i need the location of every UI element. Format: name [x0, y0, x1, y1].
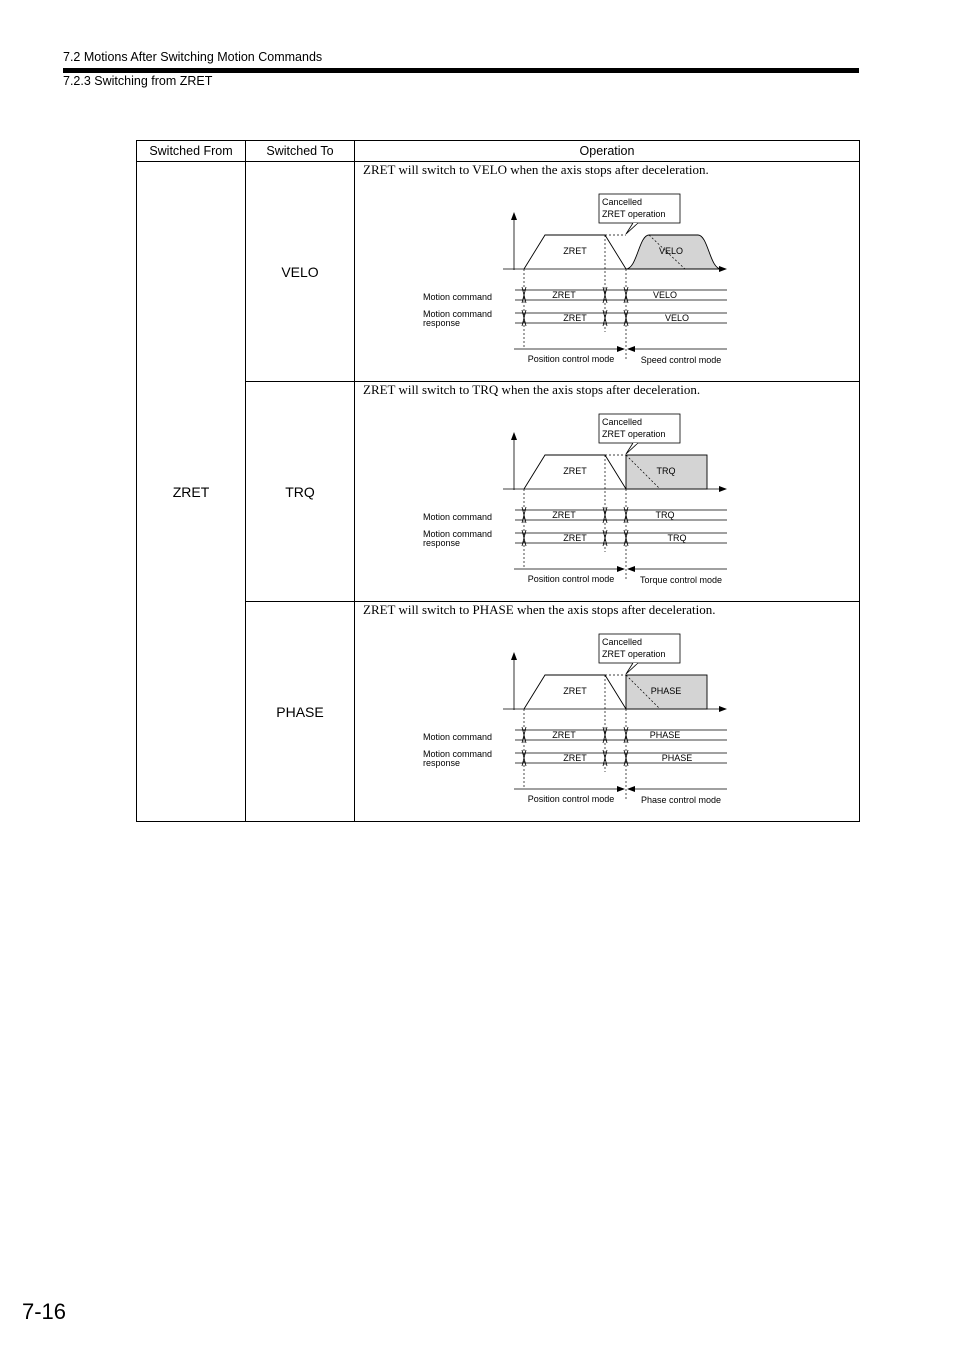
callout-line-2: ZRET operation [602, 429, 666, 439]
profile-label-from: ZRET [563, 686, 587, 696]
operation-cell [355, 602, 860, 822]
timing-diagram [355, 602, 858, 821]
arrow-right-icon [617, 566, 625, 572]
response-label-line-1: Motion command [423, 529, 493, 539]
mode-from-label: Position control mode [527, 794, 615, 804]
profile-label-to: PHASE [650, 686, 682, 696]
col-header-operation: Operation [355, 141, 860, 162]
operation-description: ZRET will switch to VELO when the axis stops after deceleration. [363, 162, 709, 177]
timing-diagram [355, 382, 858, 601]
transition-marker [624, 530, 628, 546]
header-rule [63, 68, 859, 73]
transition-marker [624, 750, 628, 766]
timing-diagram [355, 162, 858, 381]
response-label-line-2: response [423, 318, 461, 328]
signal-rows [423, 287, 727, 328]
signal-value-from: ZRET [552, 510, 576, 520]
table-row [137, 162, 860, 382]
section-heading: 7.2 Motions After Switching Motion Commands [63, 50, 323, 64]
response-label-line-2: response [423, 758, 461, 768]
col-header-switched-to: Switched To [246, 141, 355, 162]
y-axis-arrow-icon [511, 652, 517, 660]
signal-value-to: VELO [652, 290, 678, 300]
mode-from-label: Position control mode [527, 354, 615, 364]
motion-command-label: Motion command [423, 512, 493, 522]
y-axis-arrow-icon [511, 432, 517, 440]
arrow-right-icon [617, 346, 625, 352]
transition-marker [522, 530, 526, 546]
motion-command-label: Motion command [423, 292, 493, 302]
x-axis-arrow-icon [719, 486, 727, 492]
arrow-left-icon [627, 786, 635, 792]
profile-label-to: VELO [658, 246, 684, 256]
callout-line-2: ZRET operation [602, 209, 666, 219]
operation-cell [355, 162, 860, 382]
subsection-heading: 7.2.3 Switching from ZRET [63, 74, 213, 88]
mode-to-label: Torque control mode [639, 575, 723, 585]
signal-value-from: ZRET [563, 753, 587, 763]
page-number: 7-16 [22, 1299, 67, 1324]
callout-line-1: Cancelled [602, 197, 643, 207]
signal-value-to: PHASE [649, 730, 681, 740]
profile-label-from: ZRET [563, 246, 587, 256]
operation-description: ZRET will switch to TRQ when the axis stops after deceleration. [363, 382, 701, 397]
signal-value-to: TRQ [667, 533, 687, 543]
operation-cell [355, 382, 860, 602]
callout-line-2: ZRET operation [602, 649, 666, 659]
signal-value-from: ZRET [552, 730, 576, 740]
arrow-left-icon [627, 566, 635, 572]
mode-from-label: Position control mode [527, 574, 615, 584]
callout-pointer [626, 223, 638, 234]
x-axis-arrow-icon [719, 706, 727, 712]
response-label-line-2: response [423, 538, 461, 548]
arrow-left-icon [627, 346, 635, 352]
response-label-line-1: Motion command [423, 309, 493, 319]
signal-value-from: ZRET [563, 533, 587, 543]
signal-value-to: PHASE [661, 753, 693, 763]
response-label-line-1: Motion command [423, 749, 493, 759]
motion-command-label: Motion command [423, 732, 493, 742]
transition-marker [624, 310, 628, 326]
switched-to-cell: TRQ [246, 382, 355, 602]
signal-rows [423, 727, 727, 768]
col-header-switched-from: Switched From [137, 141, 246, 162]
operation-description: ZRET will switch to PHASE when the axis stops after deceleration. [363, 602, 716, 617]
signal-value-to: TRQ [655, 510, 675, 520]
callout-pointer [626, 443, 638, 454]
callout-pointer [626, 663, 638, 674]
signal-value-to: VELO [664, 313, 690, 323]
switched-from-cell: ZRET [137, 162, 246, 822]
transition-marker [522, 750, 526, 766]
y-axis-arrow-icon [511, 212, 517, 220]
signal-value-from: ZRET [552, 290, 576, 300]
profile-label-from: ZRET [563, 466, 587, 476]
profile-label-to: TRQ [656, 466, 676, 476]
signal-rows [423, 507, 727, 548]
mode-to-label: Speed control mode [640, 355, 722, 365]
transition-marker [522, 310, 526, 326]
table-header-row [137, 141, 860, 162]
callout-line-1: Cancelled [602, 417, 643, 427]
table-row [137, 382, 860, 602]
switched-to-cell: VELO [246, 162, 355, 382]
table-row [137, 602, 860, 822]
switched-to-cell: PHASE [246, 602, 355, 822]
signal-value-from: ZRET [563, 313, 587, 323]
callout-line-1: Cancelled [602, 637, 643, 647]
arrow-right-icon [617, 786, 625, 792]
switching-table [136, 140, 860, 822]
mode-to-label: Phase control mode [640, 795, 722, 805]
